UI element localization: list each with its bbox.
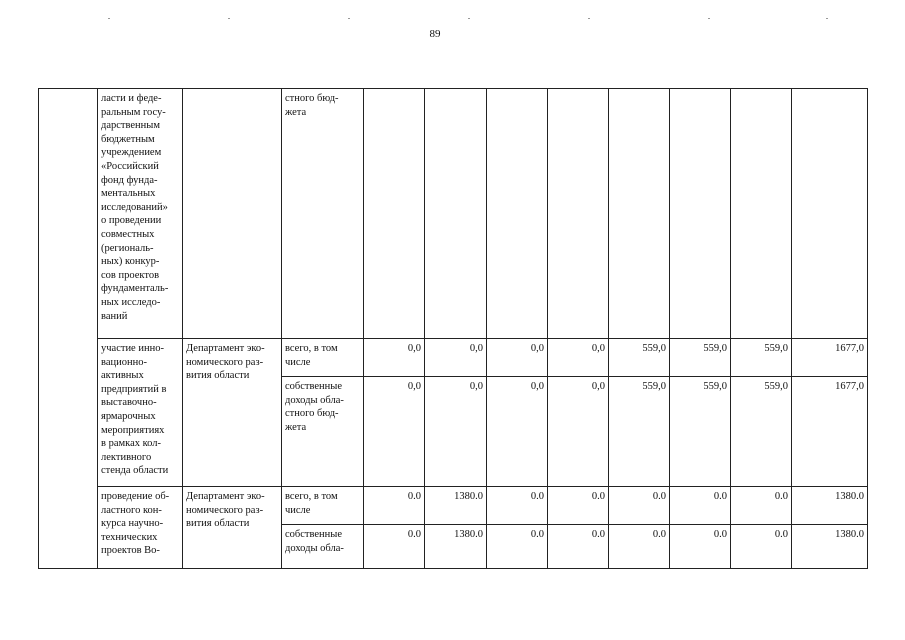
value-cell: 559,0 — [670, 339, 731, 377]
value-cell: 1380.0 — [425, 525, 487, 569]
value-cell — [364, 89, 425, 339]
activity-cell: ласти и феде- ральным госу- дарственным бюджетным учреждением «Российский фонд фунда- ментальных исследований» о проведении совместных (региональ- ных) конкур- сов проектов фундаменталь- ных исследо- ваний — [98, 89, 183, 339]
value-cell: 1677,0 — [792, 339, 868, 377]
value-cell: 0,0 — [425, 339, 487, 377]
value-cell — [609, 89, 670, 339]
value-cell: 0.0 — [548, 525, 609, 569]
value-cell: 0.0 — [670, 487, 731, 525]
funding-source-cell: всего, в том числе — [282, 339, 364, 377]
table-row — [39, 487, 868, 525]
value-cell: 1677,0 — [792, 377, 868, 487]
value-cell: 0.0 — [364, 525, 425, 569]
value-cell — [670, 89, 731, 339]
value-cell: 0.0 — [487, 487, 548, 525]
value-cell — [487, 89, 548, 339]
value-cell — [425, 89, 487, 339]
value-cell: 0,0 — [425, 377, 487, 487]
value-cell: 0.0 — [731, 525, 792, 569]
funding-source-cell: собственные доходы обла- стного бюд- жета — [282, 377, 364, 487]
value-cell: 0.0 — [548, 487, 609, 525]
value-cell: 0,0 — [487, 377, 548, 487]
value-cell — [792, 89, 868, 339]
value-cell: 0.0 — [609, 525, 670, 569]
department-cell: Департамент эко- номического раз- вития области — [183, 339, 282, 487]
table-row — [39, 89, 868, 339]
value-cell: 559,0 — [670, 377, 731, 487]
budget-table — [38, 88, 868, 569]
value-cell: 559,0 — [609, 339, 670, 377]
value-cell: 1380.0 — [792, 525, 868, 569]
activity-cell: проведение об- ластного кон- курса научно- технических проектов Во- — [98, 487, 183, 569]
department-cell: Департамент эко- номического раз- вития области — [183, 487, 282, 569]
value-cell: 559,0 — [731, 339, 792, 377]
page-number: 89 — [429, 28, 441, 40]
value-cell: 0.0 — [609, 487, 670, 525]
value-cell: 0,0 — [487, 339, 548, 377]
value-cell: 1380.0 — [425, 487, 487, 525]
table-row — [39, 339, 868, 377]
funding-source-cell: всего, в том числе — [282, 487, 364, 525]
department-cell — [183, 89, 282, 339]
number-column-cell — [39, 89, 98, 569]
value-cell: 559,0 — [731, 377, 792, 487]
value-cell: 0.0 — [487, 525, 548, 569]
value-cell: 0.0 — [731, 487, 792, 525]
value-cell: 0,0 — [364, 377, 425, 487]
funding-source-cell: собственные доходы обла- — [282, 525, 364, 569]
funding-source-cell: стного бюд- жета — [282, 89, 364, 339]
value-cell: 0.0 — [364, 487, 425, 525]
value-cell: 0,0 — [364, 339, 425, 377]
value-cell — [731, 89, 792, 339]
value-cell: 0.0 — [670, 525, 731, 569]
value-cell: 0,0 — [548, 377, 609, 487]
value-cell — [548, 89, 609, 339]
value-cell: 0,0 — [548, 339, 609, 377]
activity-cell: участие инно- вационно- активных предприятий в выставочно- ярмарочных мероприятиях в рамках кол- лективного стенда области — [98, 339, 183, 487]
value-cell: 559,0 — [609, 377, 670, 487]
value-cell: 1380.0 — [792, 487, 868, 525]
